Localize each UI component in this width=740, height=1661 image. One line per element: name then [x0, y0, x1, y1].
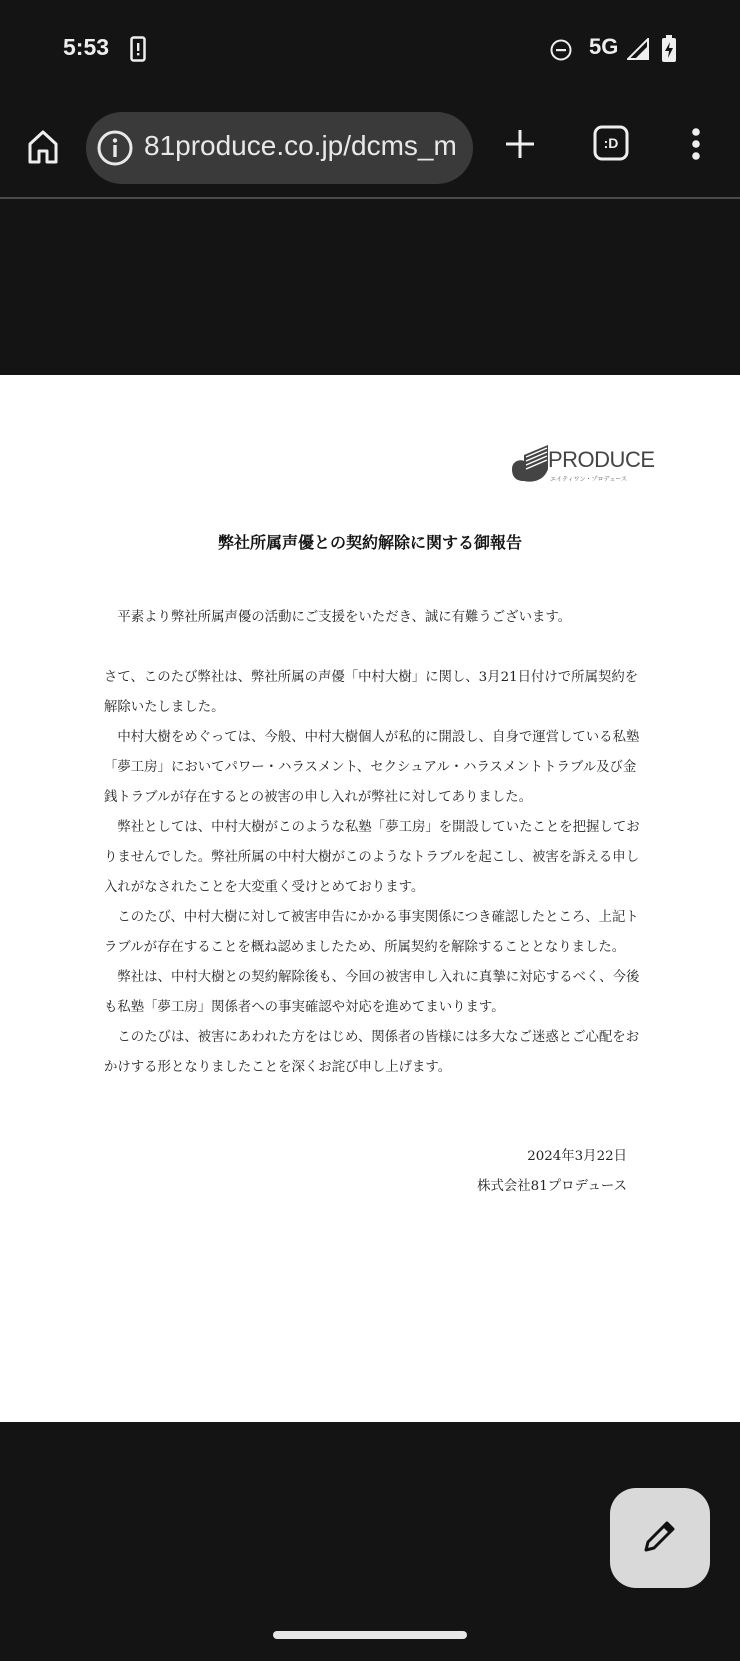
document-title: 弊社所属声優との契約解除に関する御報告 — [217, 533, 522, 552]
paragraph: 弊社としては、中村大樹がこのような私塾「夢工房」を開設していたことを把握しておりませんでした。弊社所属の中村大樹がこのようなトラブルを起こし、被害を訴える申し入れがなされたことを大変重く受けとめております。 — [104, 820, 640, 895]
browser-toolbar — [0, 104, 740, 194]
home-icon[interactable] — [22, 126, 64, 168]
tab-count: :D — [603, 135, 619, 151]
edit-fab-button[interactable] — [610, 1488, 710, 1588]
menu-icon[interactable] — [684, 124, 708, 164]
url-bar[interactable] — [86, 112, 473, 184]
document-date: 2024年3月22日 — [527, 1149, 627, 1164]
status-time: 5:53 — [63, 34, 110, 60]
status-bar — [0, 0, 740, 100]
company-logo — [510, 443, 655, 487]
document-page — [0, 375, 740, 1422]
do-not-disturb-icon — [550, 39, 572, 65]
new-tab-icon[interactable] — [500, 124, 540, 164]
site-info-icon[interactable] — [96, 129, 134, 171]
device-alert-icon — [130, 36, 146, 66]
signal-icon — [627, 38, 649, 64]
paragraph: 弊社は、中村大樹との契約解除後も、今回の被害申し入れに真摯に対応するべく、今後も私塾「夢工房」関係者への事実確認や対応を進めてまいります。 — [104, 970, 640, 1015]
logo-mark-icon — [510, 443, 550, 485]
url-text[interactable]: 81produce.co.jp/dcms_m — [144, 130, 457, 161]
company-name: 株式会社81プロデュース — [477, 1179, 627, 1194]
logo-text: PRODUCE — [548, 447, 655, 472]
document-body — [104, 603, 640, 1083]
paragraph: 中村大樹をめぐっては、今般、中村大樹個人が私的に開設し、自身で運営している私塾「夢工房」においてパワー・ハラスメント、セクシュアル・ハラスメントトラブル及び金銭トラブルが存在するとの被害の申し入れが弊社に対してありました。 — [104, 730, 640, 805]
greeting: 平素より弊社所属声優の活動にご支援をいただき、誠に有難うございます。 — [117, 610, 572, 625]
network-type: 5G — [589, 34, 619, 59]
paragraph: このたび、中村大樹に対して被害申告にかかる事実関係につき確認したところ、上記トラブルが存在することを概ね認めましたため、所属契約を解除することとなりました。 — [104, 910, 639, 955]
logo-subtext: エイティワン・プロデュース — [550, 476, 628, 483]
paragraph: さて、このたび弊社は、弊社所属の声優「中村大樹」に関し、3月21日付けで所属契約を解除いたしました。 — [104, 670, 639, 715]
edit-pencil-icon — [642, 1518, 678, 1558]
gesture-nav-handle[interactable] — [273, 1631, 467, 1639]
battery-charging-icon — [661, 35, 677, 67]
tab-switcher-icon[interactable] — [590, 122, 632, 164]
paragraph: このたびは、被害にあわれた方をはじめ、関係者の皆様には多大なご迷惑とご心配をおかけする形となりましたことを深くお詫び申し上げます。 — [104, 1030, 640, 1075]
toolbar-divider — [0, 197, 740, 199]
